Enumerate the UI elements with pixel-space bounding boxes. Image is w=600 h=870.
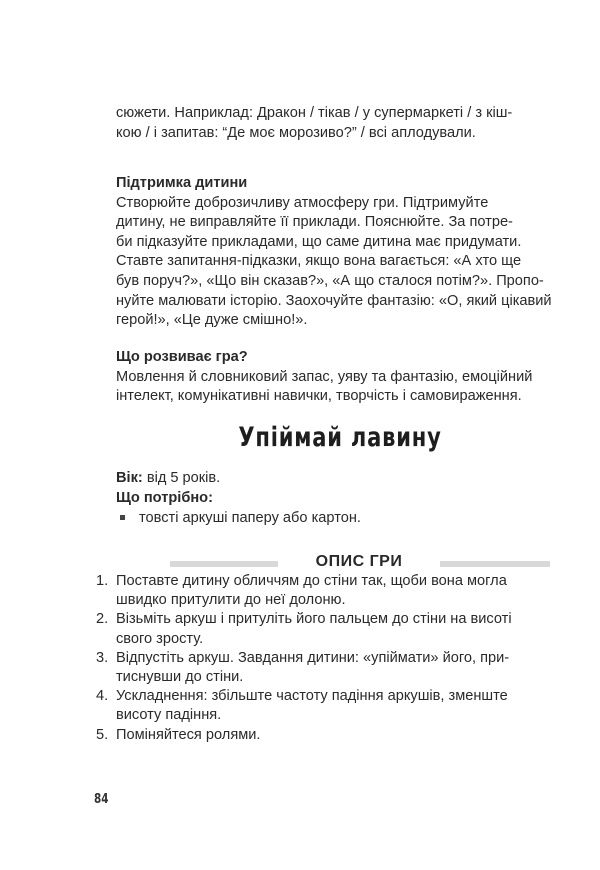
support-heading: Підтримка дитини <box>116 175 248 191</box>
support-line: герой!», «Це дуже смішно!». <box>116 312 308 329</box>
page-number: 84 <box>94 792 109 807</box>
step-line: Поміняйтеся ролями. <box>116 726 261 743</box>
list-item <box>96 687 564 725</box>
step-number: 3. <box>96 649 109 666</box>
divider-bar <box>440 561 550 567</box>
square-bullet-icon <box>120 515 125 520</box>
step-number: 4. <box>96 688 109 705</box>
divider-bar <box>170 561 278 567</box>
develop-section <box>116 348 564 407</box>
step-line: Поставте дитину обличчям до стіни так, щоби вона могла <box>116 573 507 589</box>
age-label: Вік: <box>116 470 143 486</box>
support-line: нуйте малювати історію. Заохочуйте фантазію: «О, який цікавий <box>116 292 552 309</box>
age-value: від 5 років. <box>142 470 221 486</box>
list-item <box>96 610 564 648</box>
need-label: Що потрібно: <box>116 490 213 506</box>
support-line: би підказуйте прикладами, що саме дитина має придумати. <box>116 233 522 250</box>
list-item <box>96 726 564 745</box>
item-text: товсті аркуші паперу або картон. <box>139 510 361 526</box>
list-item <box>96 649 564 687</box>
support-line: Ставте запитання-підказки, якщо вона вагається: «А хто ще <box>116 253 522 270</box>
step-line: тиснувши до стіни. <box>116 669 244 686</box>
intro-line: сюжети. Наприклад: Дракон / тікав / у супермаркеті / з кіш- <box>116 105 513 121</box>
description-title: ОПИС ГРИ <box>315 553 403 570</box>
develop-line: інтелект, комунікативні навички, творчість і самовираження. <box>116 388 522 405</box>
step-line: Візьміть аркуш і притуліть його пальцем до стіни на висоті <box>116 611 512 628</box>
support-line: дитину, не виправляйте її приклади. Пояснюйте. За потре- <box>116 214 513 231</box>
step-line: свого зросту. <box>116 630 204 647</box>
step-line: Відпустіть аркуш. Завдання дитини: «упіймати» його, при- <box>116 649 510 666</box>
support-line: Створюйте доброзичливу атмосферу гри. Підтримуйте <box>116 194 489 211</box>
game-meta <box>116 468 564 508</box>
intro-line: кою / і запитав: “Де моє морозиво?” / всі аплодували. <box>116 124 476 141</box>
develop-line: Мовлення й словниковий запас, уяву та фантазію, емоційний <box>116 368 533 385</box>
step-number: 1. <box>96 573 109 589</box>
step-number: 5. <box>96 726 109 743</box>
list-item <box>116 508 564 528</box>
develop-heading: Що розвиває гра? <box>116 349 248 365</box>
step-line: Ускладнення: збільште частоту падіння аркушів, зменште <box>116 688 508 705</box>
list-item <box>96 572 564 610</box>
support-line: був поруч?», «Що він сказав?», «А що сталося потім?». Пропо- <box>116 272 544 289</box>
step-line: висоту падіння. <box>116 707 222 724</box>
support-section <box>116 174 564 331</box>
step-number: 2. <box>96 611 109 628</box>
game-title: Упіймай лавину <box>238 422 442 453</box>
steps-list <box>96 572 564 745</box>
step-line: швидко притулити до неї долоню. <box>116 592 346 609</box>
intro-paragraph <box>116 104 564 143</box>
need-row <box>116 488 564 508</box>
age-row <box>116 468 564 488</box>
